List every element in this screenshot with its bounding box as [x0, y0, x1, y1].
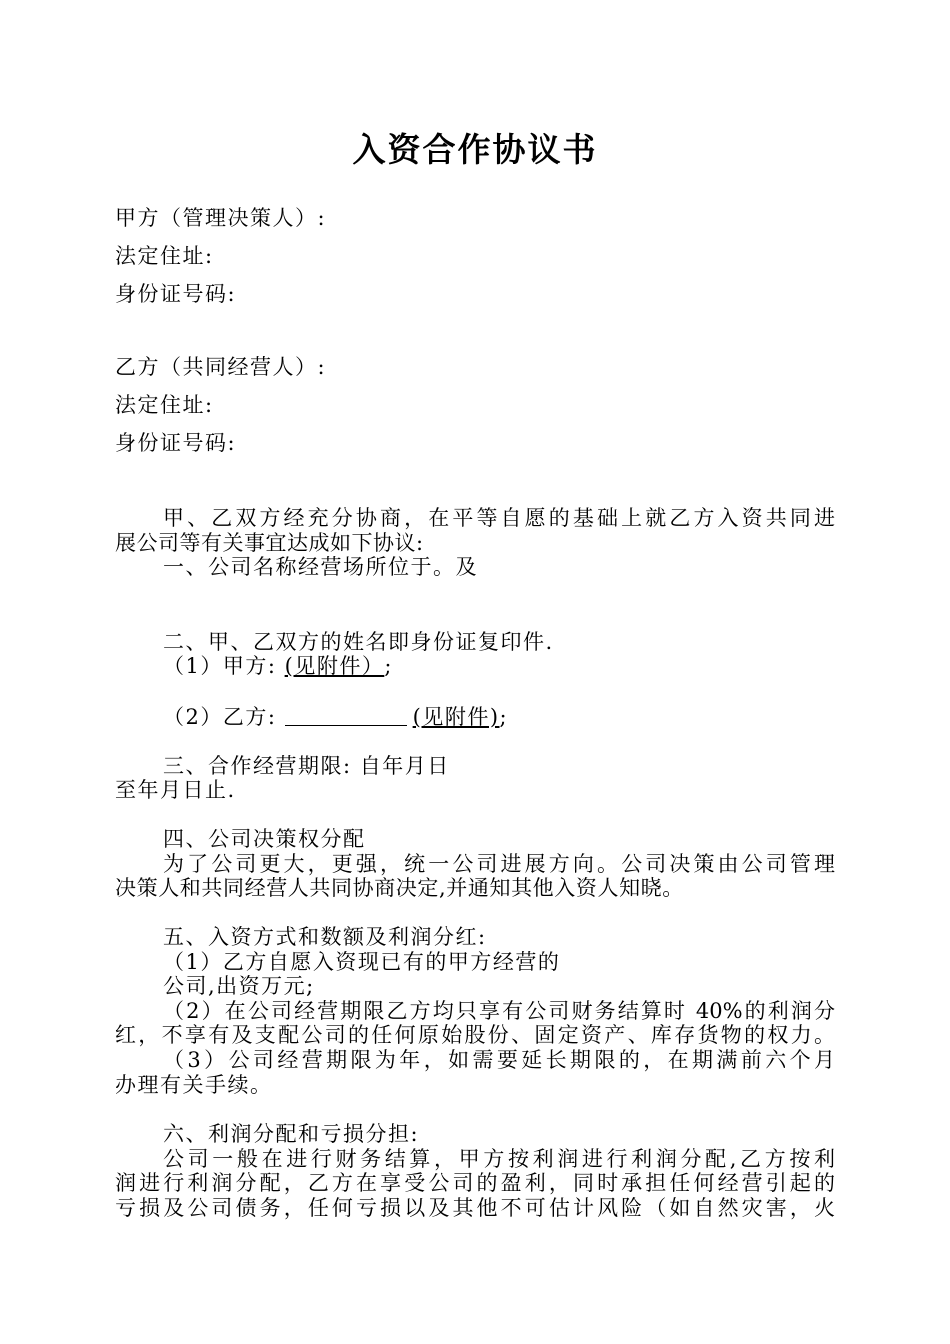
clause-2-party-a — [163, 651, 393, 681]
signature-blank-line — [285, 705, 407, 726]
clause-4-heading: 四、公司决策权分配 — [163, 827, 366, 851]
clause-1: 一、公司名称经营场所位于。及 — [163, 555, 478, 579]
clause-5-item-1-line-2: 公司,出资万元; — [163, 974, 315, 998]
clause-4-line-1: 为了公司更大，更强，统一公司进展方向。公司决策由公司管理 — [163, 852, 835, 876]
clause-5-item-2-line-2: 红，不享有及支配公司的任何原始股份、固定资产、库存货物的权力。 — [115, 1023, 835, 1047]
clause-2-party-a-suffix: ; — [384, 654, 393, 678]
clause-5-heading: 五、入资方式和数额及利润分红: — [163, 925, 487, 949]
clause-3-line-2: 至年月日止. — [115, 778, 236, 802]
party-b-id-number: 身份证号码: — [115, 431, 237, 455]
clause-2-party-b-suffix: ; — [499, 705, 509, 729]
clause-3-line-1: 三、合作经营期限: 自年月日 — [163, 754, 450, 778]
clause-2-party-a-prefix: （1）甲方: — [163, 654, 277, 678]
clause-2-party-b — [163, 702, 508, 732]
party-a-label: 甲方（管理决策人）: — [115, 206, 327, 230]
clause-6-heading: 六、利润分配和亏损分担: — [163, 1122, 420, 1146]
clause-2-heading: 二、甲、乙双方的姓名即身份证复印件. — [163, 630, 554, 654]
clause-6-line-1: 公司一般在进行财务结算，甲方按利润进行利润分配,乙方按利 — [163, 1147, 835, 1171]
clause-6-line-3: 亏损及公司债务，任何亏损以及其他不可估计风险（如自然灾害，火 — [115, 1196, 835, 1220]
clause-5-item-3-line-2: 办理有关手续。 — [115, 1073, 273, 1097]
party-a-id-number: 身份证号码: — [115, 282, 237, 306]
clause-4-line-2: 决策人和共同经营人共同协商决定,并通知其他入资人知晓。 — [115, 876, 684, 900]
clause-5-item-2-line-1: （2）在公司经营期限乙方均只享有公司财务结算时 40%的利润分 — [163, 999, 835, 1023]
clause-2-party-b-attachment: (见附件) — [412, 705, 500, 729]
clause-2-party-b-prefix: （2）乙方: — [163, 705, 277, 729]
clause-5-item-3-line-1: （3）公司经营期限为年，如需要延长期限的，在期满前六个月 — [163, 1048, 835, 1072]
intro-line-2: 展公司等有关事宜达成如下协议: — [115, 531, 424, 555]
party-b-address: 法定住址: — [115, 393, 214, 417]
clause-5-item-1-line-1: （1）乙方自愿入资现已有的甲方经营的 — [163, 950, 561, 974]
intro-line-1: 甲、乙双方经充分协商，在平等自愿的基础上就乙方入资共同进 — [163, 506, 835, 530]
clause-6-line-2: 润进行利润分配，乙方在享受公司的盈利，同时承担任何经营引起的 — [115, 1171, 835, 1195]
clause-2-party-a-attachment: (见附件） — [284, 654, 385, 678]
document-title: 入资合作协议书 — [352, 130, 598, 169]
party-a-address: 法定住址: — [115, 244, 214, 268]
party-b-label: 乙方（共同经营人）: — [115, 355, 327, 379]
